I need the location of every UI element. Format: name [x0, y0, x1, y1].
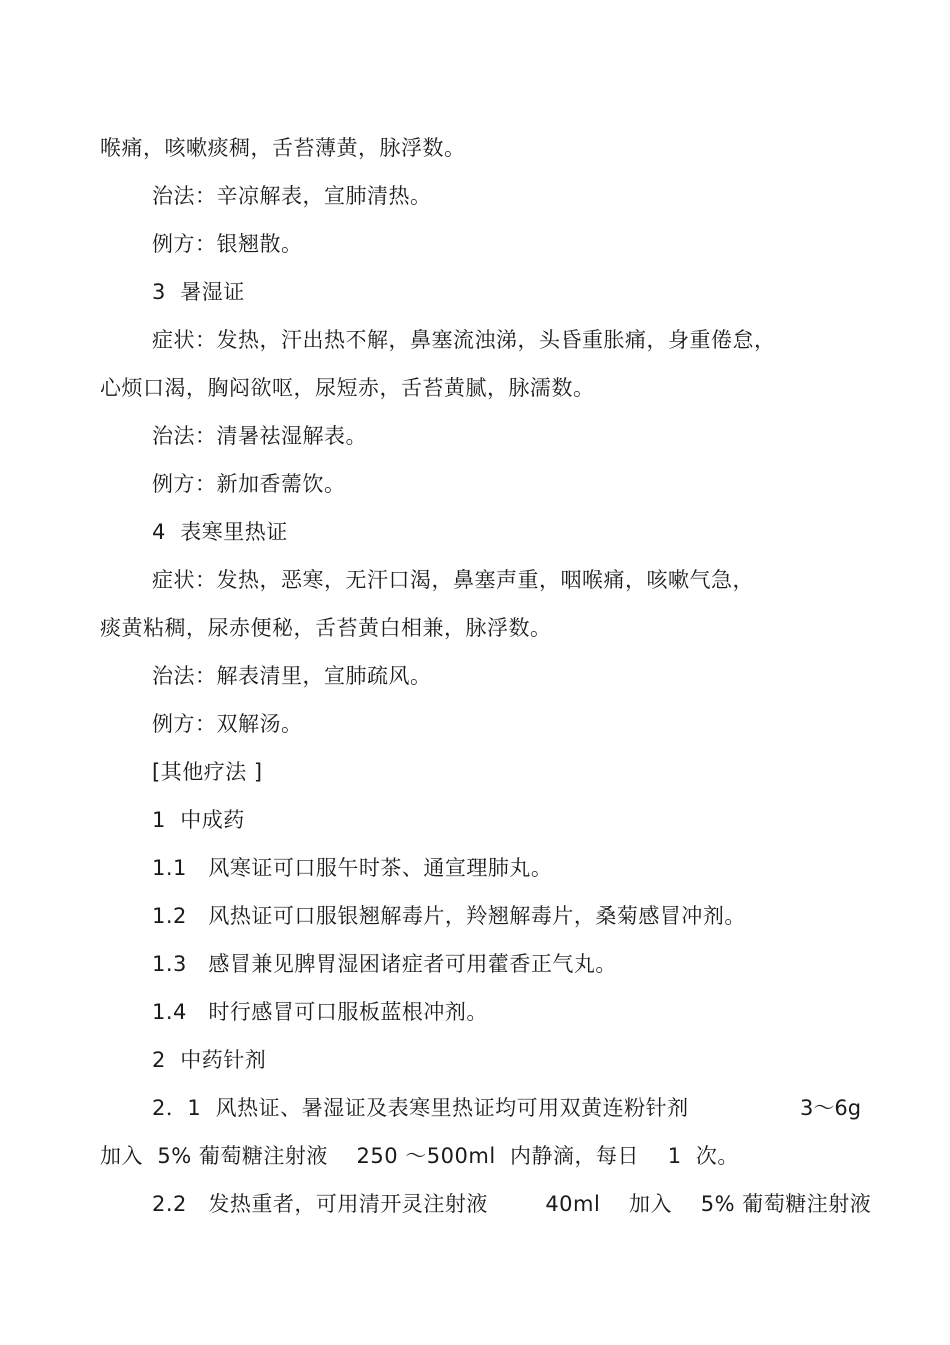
section-heading: 1 中成药 [152, 808, 245, 832]
text-line: 2.2 发热重者，可用清开灵注射液 40ml 加入 5% 葡萄糖注射液 [152, 1192, 872, 1216]
text-line: 喉痛，咳嗽痰稠，舌苔薄黄，脉浮数。 [100, 136, 466, 160]
text-line: 1.1 风寒证可口服午时茶、通宣理肺丸。 [152, 856, 553, 880]
section-heading: [其他疗法 ] [152, 760, 263, 784]
text-line: 1.3 感冒兼见脾胃湿困诸症者可用藿香正气丸。 [152, 952, 617, 976]
text-line: 例方：新加香薷饮。 [152, 472, 346, 496]
text-line: 治法：清暑祛湿解表。 [152, 424, 367, 448]
text-line: 2．1 风热证、暑湿证及表寒里热证均可用双黄连粉针剂 [152, 1096, 689, 1120]
text-line: 症状：发热，汗出热不解，鼻塞流浊涕，头昏重胀痛，身重倦怠， [152, 328, 776, 352]
text-line: 治法：辛凉解表，宣肺清热。 [152, 184, 432, 208]
text-line: 1.4 时行感冒可口服板蓝根冲剂。 [152, 1000, 488, 1024]
section-heading: 2 中药针剂 [152, 1048, 267, 1072]
text-line: 例方：双解汤。 [152, 712, 303, 736]
text-line: 加入 5% 葡萄糖注射液 250 ～500ml 内静滴，每日 1 次。 [100, 1144, 739, 1168]
section-heading: 4 表寒里热证 [152, 520, 288, 544]
text-line: 治法：解表清里，宣肺疏风。 [152, 664, 432, 688]
section-heading: 3 暑湿证 [152, 280, 245, 304]
text-line: 心烦口渴，胸闷欲呕，尿短赤，舌苔黄腻，脉濡数。 [100, 376, 595, 400]
text-line: 例方：银翘散。 [152, 232, 303, 256]
text-line: 痰黄粘稠，尿赤便秘，舌苔黄白相兼，脉浮数。 [100, 616, 552, 640]
dose-text: 3～6g [800, 1096, 862, 1120]
text-line: 症状：发热，恶寒，无汗口渴，鼻塞声重，咽喉痛，咳嗽气急， [152, 568, 754, 592]
text-line: 1.2 风热证可口服银翘解毒片，羚翘解毒片，桑菊感冒冲剂。 [152, 904, 746, 928]
